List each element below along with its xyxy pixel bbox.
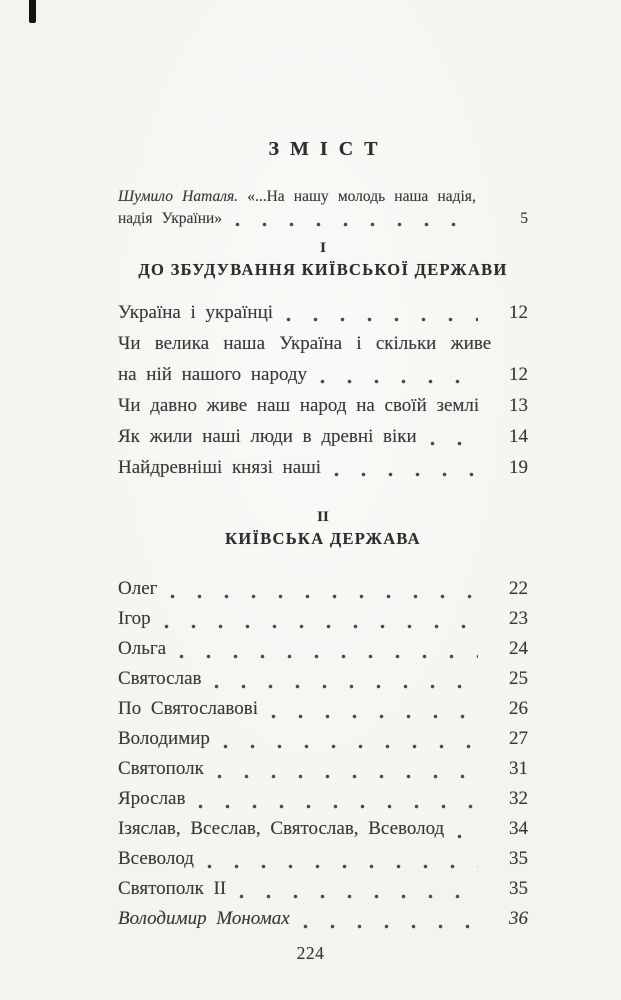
- toc-entry-title: Україна і українці: [118, 301, 274, 323]
- toc-entry-title: Ольга: [118, 638, 167, 659]
- toc-entry-row: [118, 724, 528, 754]
- toc-entry-row: [118, 754, 528, 784]
- toc-entry-row: [118, 844, 528, 874]
- toc-intro-line2: [118, 208, 528, 230]
- dot-leader: [320, 379, 478, 384]
- dot-leader: [457, 834, 478, 839]
- toc-intro-title-part1: «...На нашу молодь наша надія,: [247, 188, 476, 205]
- dot-leader: [286, 317, 478, 322]
- dot-leader: [179, 654, 478, 659]
- folio-page-number: 224: [296, 943, 325, 963]
- toc-intro-line1: [118, 186, 528, 208]
- toc-entry-row: [118, 874, 528, 904]
- section-heading: КИЇВСЬКА ДЕРЖАВА: [225, 529, 421, 548]
- toc-entry-row: [118, 297, 528, 328]
- toc-entry-page: 22: [509, 578, 528, 599]
- toc-entry-page: 34: [509, 818, 528, 839]
- toc-entry-row: [118, 390, 528, 421]
- toc-entry-page: 36: [509, 908, 528, 929]
- toc-entry-page: 12: [509, 301, 528, 323]
- toc-entry-page: 26: [509, 698, 528, 719]
- dot-leader: [303, 924, 478, 929]
- dot-leader: [334, 472, 478, 477]
- toc-entry-title: Володимир Мономах: [118, 908, 290, 929]
- toc-entry-row: [118, 784, 528, 814]
- toc-entry-page: 31: [509, 758, 528, 779]
- toc-entry-row: [118, 904, 528, 934]
- dot-leader: [214, 684, 478, 689]
- toc-entry-title: По Святославові: [118, 698, 259, 719]
- toc-entry-page: 35: [509, 848, 528, 869]
- toc-intro-entry: [118, 186, 528, 230]
- toc-entry-title: Як жили наші люди в древні віки: [118, 425, 417, 447]
- toc-entry-title: Святополк II: [118, 878, 227, 899]
- toc-intro-title-part2: надія України»: [118, 210, 223, 227]
- toc-entry-title: Ярослав: [118, 788, 186, 809]
- toc-entry-page: 27: [509, 728, 528, 749]
- toc-entry-row: [118, 328, 528, 359]
- toc-entry-title: на ній нашого народу: [118, 363, 308, 385]
- dot-leader: [239, 894, 478, 899]
- toc-entry-page: 14: [509, 425, 528, 447]
- toc-entry-page: 35: [509, 878, 528, 899]
- dot-leader: [198, 804, 478, 809]
- section-heading: ДО ЗБУДУВАННЯ КИЇВСЬКОЇ ДЕРЖАВИ: [138, 260, 508, 279]
- toc-entry-row: [118, 452, 528, 483]
- toc-entry-page: 32: [509, 788, 528, 809]
- toc-entry-title: Чи велика наша Україна і скільки живе: [118, 332, 492, 354]
- toc-entry-title: Найдревніші князі наші: [118, 456, 322, 478]
- toc-entry-page: 25: [509, 668, 528, 689]
- toc-entry-page: 24: [509, 638, 528, 659]
- section-numeral: II: [317, 509, 329, 525]
- dot-leader: [430, 441, 478, 446]
- toc-entry-title: Святослав: [118, 668, 202, 689]
- toc-entry-row: [118, 421, 528, 452]
- toc-entry-title: Чи давно живе наш народ на своїй землі: [118, 394, 480, 416]
- dot-leader: [217, 774, 478, 779]
- toc-entry-row: [118, 694, 528, 724]
- toc-entry-title: Ігор: [118, 608, 151, 629]
- toc-entry-page: 5: [520, 210, 528, 227]
- dot-leader: [223, 744, 478, 749]
- toc-entry-page: 23: [509, 608, 528, 629]
- toc-entry-title: Всеволод: [118, 848, 194, 869]
- toc-entry-row: [118, 664, 528, 694]
- scan-edge-artifact: [29, 0, 36, 23]
- toc-entry-title: Олег: [118, 578, 158, 599]
- toc-entry-row: [118, 814, 528, 844]
- toc-section-1-entries: [118, 297, 528, 483]
- toc-entry-page: 13: [509, 394, 528, 416]
- dot-leader: [235, 222, 478, 227]
- toc-entry-row: [118, 574, 528, 604]
- dot-leader: [164, 624, 478, 629]
- toc-entry-title: Володимир: [118, 728, 210, 749]
- dot-leader: [271, 714, 478, 719]
- toc-entry-row: [118, 359, 528, 390]
- toc-section-2-entries: [118, 574, 528, 934]
- toc-entry-title: Святополк: [118, 758, 204, 779]
- toc-intro-author: Шумило Наталя.: [118, 188, 239, 205]
- toc-entry-page: 12: [509, 363, 528, 385]
- toc-entry-row: [118, 604, 528, 634]
- toc-entry-row: [118, 634, 528, 664]
- dot-leader: [207, 864, 478, 869]
- page-title: ЗМІСТ: [268, 138, 389, 160]
- toc-entry-title: Ізяслав, Всеслав, Святослав, Всеволод: [118, 818, 445, 839]
- toc-entry-page: 19: [509, 456, 528, 478]
- section-numeral: I: [320, 240, 326, 256]
- dot-leader: [170, 594, 478, 599]
